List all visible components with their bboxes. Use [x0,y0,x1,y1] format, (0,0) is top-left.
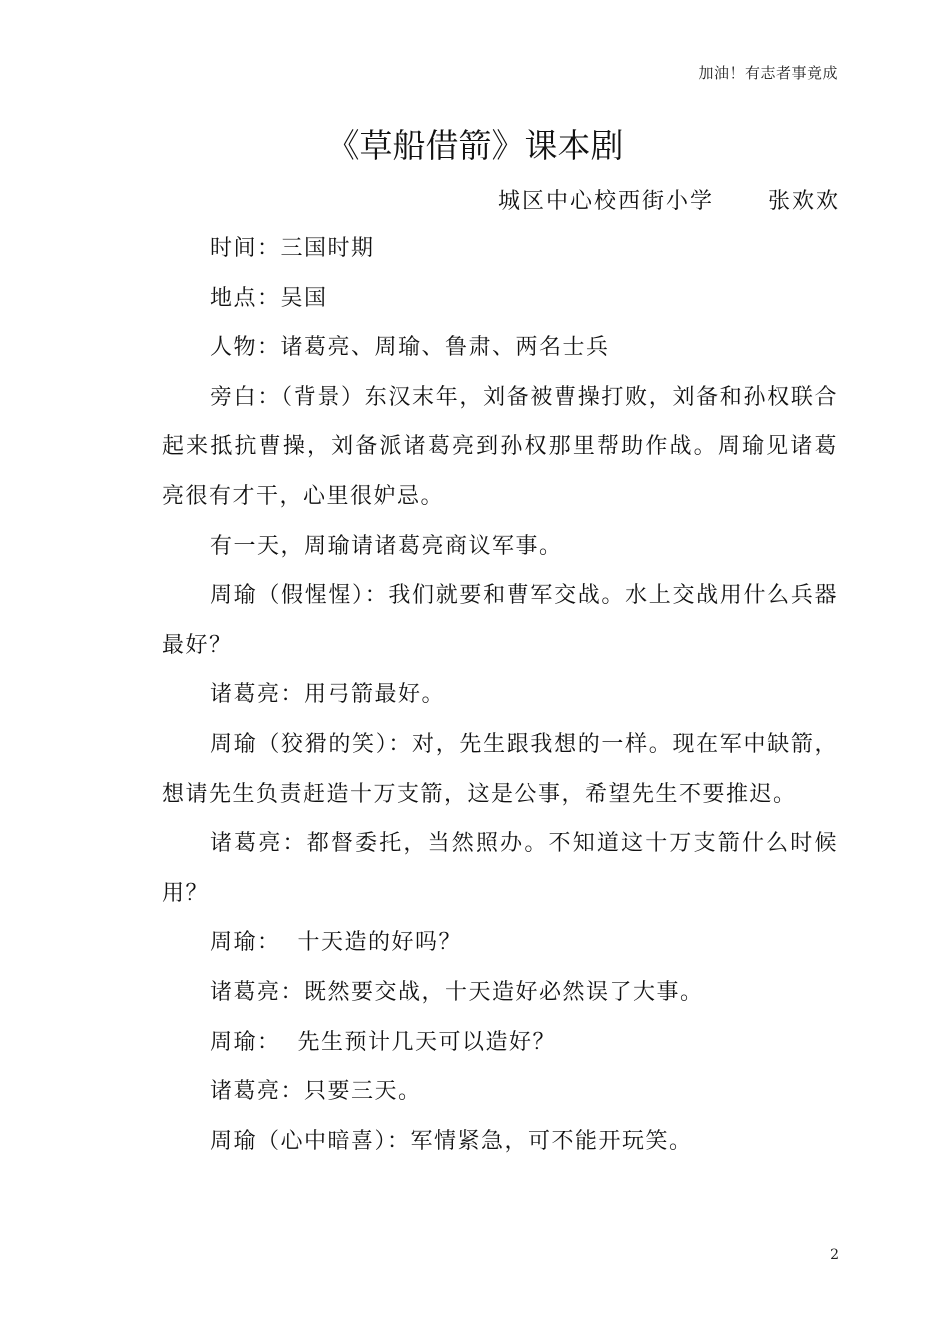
paragraph-place: 地点：吴国 [210,285,328,311]
dialogue-line: 诸葛亮：既然要交战，十天造好必然误了大事。 [210,979,704,1005]
page-number: 2 [830,1247,839,1263]
dialogue-line: 周瑜（假惺惺）：我们就要和曹军交战。水上交战用什么兵器最好？ [162,583,838,658]
dialogue-line: 诸葛亮：用弓箭最好。 [210,682,446,708]
dialogue-line: 诸葛亮：都督委托，当然照办。不知道这十万支箭什么时候用？ [162,831,838,906]
dialogue-line: 周瑜（狡猾的笑）：对，先生跟我想的一样。现在军中缺箭，想请先生负责赶造十万支箭，这是公事，希望先生不要推迟。 [162,731,838,807]
author-byline: 城区中心校西街小学 张欢欢 [498,189,840,214]
paragraph: 有一天，周瑜请诸葛亮商议军事。 [210,533,563,559]
dialogue-line: 周瑜： 十天造的好吗？ [210,930,462,956]
dialogue-line: 周瑜（心中暗喜）：军情紧急，可不能开玩笑。 [210,1128,693,1154]
paragraph-characters: 人物：诸葛亮、周瑜、鲁肃、两名士兵 [210,335,610,361]
page-header-motto: 加油！有志者事竟成 [698,64,838,82]
dialogue-line: 周瑜： 先生预计几天可以造好？ [210,1029,556,1055]
document-title: 《草船借箭》课本剧 [326,126,624,165]
paragraph-narration: 旁白：（背景）东汉末年，刘备被曹操打败，刘备和孙权联合起来抵抗曹操，刘备派诸葛亮到孙权那里帮助作战。周瑜见诸葛亮很有才干，心里很妒忌。 [162,384,838,509]
document-body [162,224,838,1166]
paragraph-time: 时间：三国时期 [210,236,375,261]
dialogue-line: 诸葛亮：只要三天。 [210,1079,422,1105]
